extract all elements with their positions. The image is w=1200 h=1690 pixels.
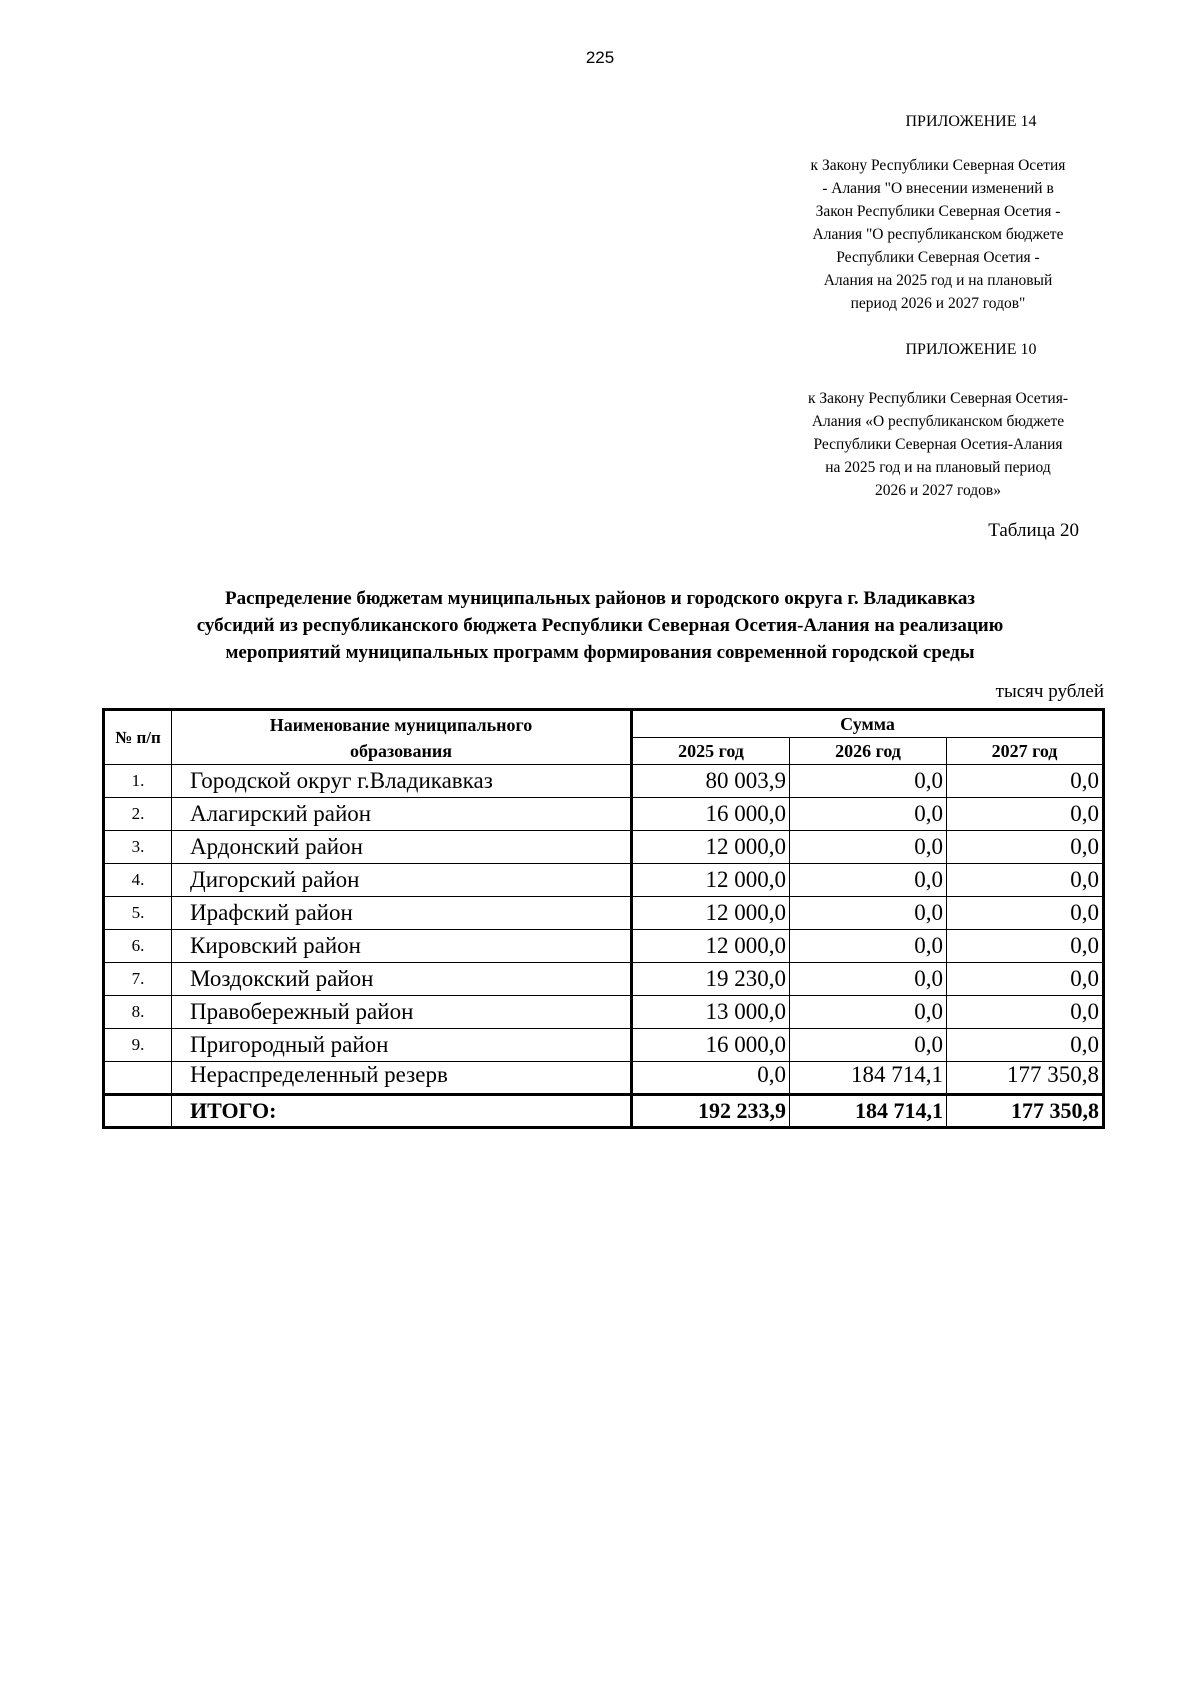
row-2026: 0,0 xyxy=(790,831,947,864)
appendix-14-reference xyxy=(768,154,1108,315)
row-2025: 12 000,0 xyxy=(632,930,790,963)
title-line: Распределение бюджетам муниципальных районов и городского округа г. Владикавказ xyxy=(224,588,976,609)
row-2027: 0,0 xyxy=(947,897,1104,930)
table-row xyxy=(104,798,1104,831)
table-row xyxy=(104,765,1104,798)
row-name: Моздокский район xyxy=(172,963,632,996)
appendix-14-line: - Алания "О внесении изменений в xyxy=(822,180,1054,197)
table-row xyxy=(104,1029,1104,1062)
row-num: 2. xyxy=(104,798,172,831)
appendix-14-line: к Закону Республики Северная Осетия xyxy=(810,157,1066,174)
appendix-14-line: период 2026 и 2027 годов" xyxy=(850,295,1026,312)
row-num: 3. xyxy=(104,831,172,864)
table-number: Таблица 20 xyxy=(988,520,1079,541)
title-line: мероприятий муниципальных программ формирования современной городской среды xyxy=(225,642,975,663)
table-row-total xyxy=(104,1095,1104,1128)
row-num: 8. xyxy=(104,996,172,1029)
header-name xyxy=(172,710,632,765)
row-2027: 0,0 xyxy=(947,963,1104,996)
row-2026: 0,0 xyxy=(790,765,947,798)
total-num xyxy=(104,1095,172,1128)
header-name-line: образования xyxy=(350,740,452,761)
header-year-2026: 2026 год xyxy=(790,738,947,765)
row-num: 7. xyxy=(104,963,172,996)
total-label: ИТОГО: xyxy=(172,1095,632,1128)
row-2025: 12 000,0 xyxy=(632,831,790,864)
row-num: 1. xyxy=(104,765,172,798)
row-name: Нераспределенный резерв xyxy=(172,1062,632,1095)
row-2026: 0,0 xyxy=(790,996,947,1029)
header-num: № п/п xyxy=(104,710,172,765)
row-num: 9. xyxy=(104,1029,172,1062)
document-title xyxy=(100,585,1100,666)
row-2026: 0,0 xyxy=(790,963,947,996)
header-year-2025: 2025 год xyxy=(632,738,790,765)
row-2026: 0,0 xyxy=(790,1029,947,1062)
row-2027: 0,0 xyxy=(947,930,1104,963)
row-name: Кировский район xyxy=(172,930,632,963)
row-2027: 0,0 xyxy=(947,864,1104,897)
appendix-10-line: 2026 и 2027 годов» xyxy=(875,482,1001,499)
row-2025: 80 003,9 xyxy=(632,765,790,798)
header-sum: Сумма xyxy=(632,710,1104,738)
appendix-10-line: Республики Северная Осетия-Алания xyxy=(813,436,1063,453)
row-name: Ирафский район xyxy=(172,897,632,930)
row-2025: 13 000,0 xyxy=(632,996,790,1029)
appendix-14-line: Алания на 2025 год и на плановый xyxy=(823,272,1053,289)
appendix-14-title: ПРИЛОЖЕНИЕ 14 xyxy=(905,113,1037,130)
row-2027: 0,0 xyxy=(947,798,1104,831)
row-2025: 12 000,0 xyxy=(632,897,790,930)
appendix-10-line: на 2025 год и на плановый период xyxy=(825,459,1051,476)
row-2027: 0,0 xyxy=(947,765,1104,798)
row-name: Правобережный район xyxy=(172,996,632,1029)
row-2027: 0,0 xyxy=(947,1029,1104,1062)
appendix-14-line: Алания "О республиканском бюджете xyxy=(812,226,1064,243)
appendix-10-line: к Закону Республики Северная Осетия- xyxy=(807,390,1069,407)
row-2026: 0,0 xyxy=(790,897,947,930)
row-2025: 0,0 xyxy=(632,1062,790,1095)
row-2026: 0,0 xyxy=(790,798,947,831)
table-row xyxy=(104,963,1104,996)
row-2027: 177 350,8 xyxy=(947,1062,1104,1095)
appendix-14-line: Республики Северная Осетия - xyxy=(836,249,1040,266)
row-name: Ардонский район xyxy=(172,831,632,864)
appendix-10-title: ПРИЛОЖЕНИЕ 10 xyxy=(905,341,1037,358)
total-2027: 177 350,8 xyxy=(947,1095,1104,1128)
row-2026: 0,0 xyxy=(790,930,947,963)
title-line: субсидий из республиканского бюджета Республики Северная Осетия-Алания на реализацию xyxy=(196,615,1004,636)
table-row-reserve xyxy=(104,1062,1104,1095)
row-num xyxy=(104,1062,172,1095)
appendix-10-line: Алания «О республиканском бюджете xyxy=(811,413,1065,430)
header-year-2027: 2027 год xyxy=(947,738,1104,765)
table-row xyxy=(104,864,1104,897)
row-2025: 16 000,0 xyxy=(632,798,790,831)
row-name: Пригородный район xyxy=(172,1029,632,1062)
header-name-line: Наименование муниципального xyxy=(269,714,533,735)
total-2025: 192 233,9 xyxy=(632,1095,790,1128)
row-2025: 12 000,0 xyxy=(632,864,790,897)
appendix-10-reference xyxy=(768,387,1108,502)
page-number: 225 xyxy=(585,48,615,67)
row-num: 4. xyxy=(104,864,172,897)
table-row xyxy=(104,897,1104,930)
row-2025: 16 000,0 xyxy=(632,1029,790,1062)
row-name: Городской округ г.Владикавказ xyxy=(172,765,632,798)
row-name: Дигорский район xyxy=(172,864,632,897)
row-2027: 0,0 xyxy=(947,996,1104,1029)
row-num: 5. xyxy=(104,897,172,930)
budget-table xyxy=(102,708,1105,1129)
row-2025: 19 230,0 xyxy=(632,963,790,996)
units-label: тысяч рублей xyxy=(995,681,1104,702)
appendix-14-line: Закон Республики Северная Осетия - xyxy=(815,203,1061,220)
table-row xyxy=(104,930,1104,963)
row-2026: 184 714,1 xyxy=(790,1062,947,1095)
row-2027: 0,0 xyxy=(947,831,1104,864)
row-num: 6. xyxy=(104,930,172,963)
table-row xyxy=(104,996,1104,1029)
row-2026: 0,0 xyxy=(790,864,947,897)
total-2026: 184 714,1 xyxy=(790,1095,947,1128)
table-row xyxy=(104,831,1104,864)
row-name: Алагирский район xyxy=(172,798,632,831)
